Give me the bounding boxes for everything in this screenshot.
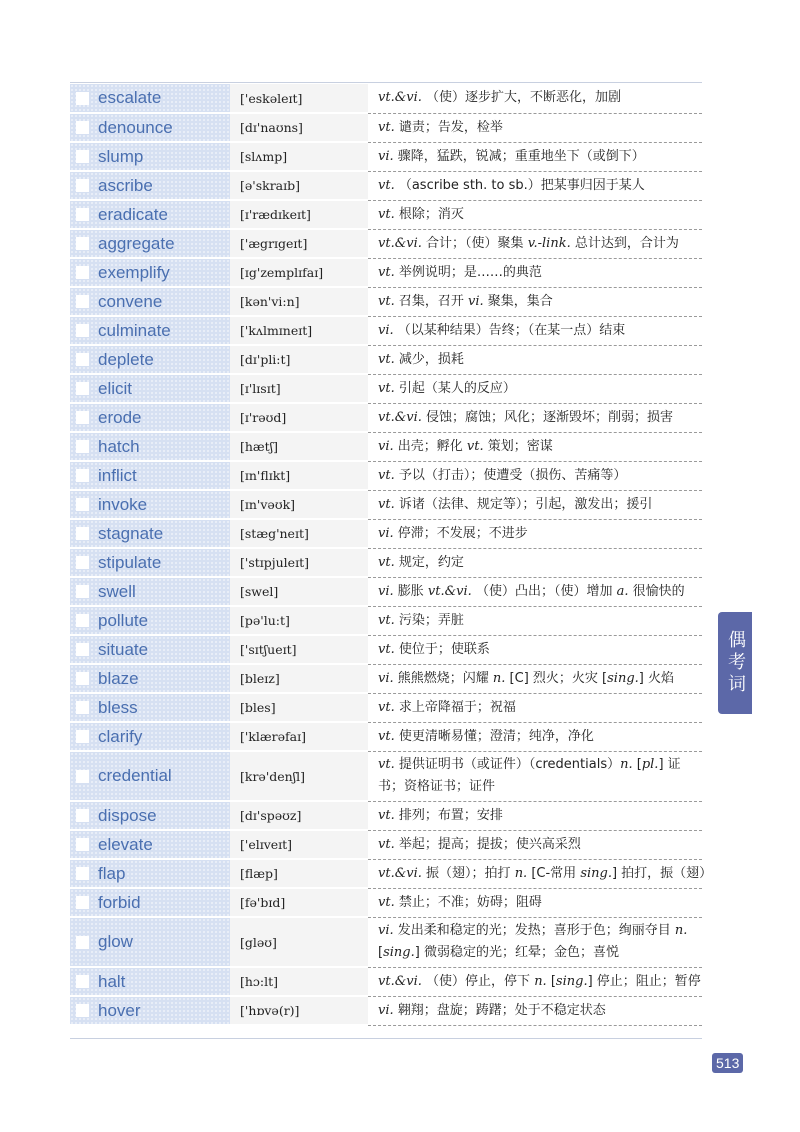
checkbox-icon[interactable] bbox=[76, 809, 89, 822]
word-cell bbox=[70, 490, 230, 519]
phonetic-cell: [stæg'neɪt] bbox=[230, 519, 368, 548]
vocab-row bbox=[70, 693, 702, 722]
phonetic-cell: [slʌmp] bbox=[230, 142, 368, 171]
vocab-word: clarify bbox=[98, 726, 143, 746]
definition-cell: vt. 召集，召开 vi. 聚集，集合 bbox=[368, 287, 702, 316]
checkbox-icon[interactable] bbox=[76, 266, 89, 279]
word-cell bbox=[70, 693, 230, 722]
vocab-row bbox=[70, 461, 702, 490]
definition-cell: vi. 膨胀 vt.&vi. （使）凸出；（使）增加 a. 很愉快的 bbox=[368, 577, 702, 606]
checkbox-icon[interactable] bbox=[76, 324, 89, 337]
vocab-word: exemplify bbox=[98, 262, 170, 282]
vocab-row bbox=[70, 490, 702, 519]
vocab-word: credential bbox=[98, 766, 172, 786]
vocab-word: pollute bbox=[98, 610, 149, 630]
vocab-word: hover bbox=[98, 1000, 141, 1020]
checkbox-icon[interactable] bbox=[76, 643, 89, 656]
definition-cell: vt.&vi. 侵蚀；腐蚀；风化；逐渐毁坏；削弱；损害 bbox=[368, 403, 702, 432]
word-cell bbox=[70, 996, 230, 1025]
checkbox-icon[interactable] bbox=[76, 730, 89, 743]
vocab-row bbox=[70, 888, 702, 917]
definition-cell: vt.&vi. 合计；（使）聚集 v.-link. 总计达到，合计为 bbox=[368, 229, 702, 258]
phonetic-cell: [bles] bbox=[230, 693, 368, 722]
phonetic-cell: [krə'denʃl] bbox=[230, 751, 368, 801]
phonetic-cell: ['klærəfaɪ] bbox=[230, 722, 368, 751]
vocab-row bbox=[70, 519, 702, 548]
word-cell bbox=[70, 287, 230, 316]
vocab-row bbox=[70, 751, 702, 801]
definition-cell: vt. 举例说明；是……的典范 bbox=[368, 258, 702, 287]
definition-cell: vt. 引起（某人的反应） bbox=[368, 374, 702, 403]
checkbox-icon[interactable] bbox=[76, 295, 89, 308]
checkbox-icon[interactable] bbox=[76, 867, 89, 880]
phonetic-cell: ['stɪpjuleɪt] bbox=[230, 548, 368, 577]
checkbox-icon[interactable] bbox=[76, 936, 89, 949]
vocab-word: bless bbox=[98, 697, 138, 717]
vocab-row bbox=[70, 84, 702, 113]
word-cell bbox=[70, 801, 230, 830]
vocab-word: inflict bbox=[98, 465, 137, 485]
vocab-row bbox=[70, 287, 702, 316]
vocab-word: swell bbox=[98, 581, 136, 601]
vocab-row bbox=[70, 548, 702, 577]
phonetic-cell: [dɪ'spəʊz] bbox=[230, 801, 368, 830]
phonetic-cell: [gləʊ] bbox=[230, 917, 368, 967]
checkbox-icon[interactable] bbox=[76, 92, 89, 105]
vocab-word: stagnate bbox=[98, 523, 164, 543]
vocabulary-table-body bbox=[70, 84, 713, 1025]
vocab-word: blaze bbox=[98, 668, 139, 688]
word-cell bbox=[70, 722, 230, 751]
vocab-row bbox=[70, 316, 702, 345]
definition-cell: vi. 骤降，猛跌，锐减；重重地坐下（或倒下） bbox=[368, 142, 702, 171]
phonetic-cell: ['kʌlmɪneɪt] bbox=[230, 316, 368, 345]
definition-cell: vt. 举起；提高；提拔；使兴高采烈 bbox=[368, 830, 702, 859]
definition-cell: vt. 予以（打击）；使遭受（损伤、苦痛等） bbox=[368, 461, 702, 490]
vocab-row bbox=[70, 996, 702, 1025]
phonetic-cell: [fə'bɪd] bbox=[230, 888, 368, 917]
vocab-row bbox=[70, 432, 702, 461]
definition-cell: vt. 提供证明书（或证件）（credentials）n. [pl.] 证书；资格证书；证件 bbox=[368, 751, 702, 801]
vocab-word: denounce bbox=[98, 117, 173, 137]
checkbox-icon[interactable] bbox=[76, 150, 89, 163]
vocab-row bbox=[70, 635, 702, 664]
definition-cell: vt. 规定，约定 bbox=[368, 548, 702, 577]
phonetic-cell: ['eskəleɪt] bbox=[230, 84, 368, 113]
vocab-word: forbid bbox=[98, 892, 141, 912]
phonetic-cell: [ɪg'zemplɪfaɪ] bbox=[230, 258, 368, 287]
checkbox-icon[interactable] bbox=[76, 179, 89, 192]
word-cell bbox=[70, 751, 230, 801]
vocab-word: escalate bbox=[98, 88, 162, 108]
vocab-word: halt bbox=[98, 971, 126, 991]
checkbox-icon[interactable] bbox=[76, 208, 89, 221]
word-cell bbox=[70, 403, 230, 432]
word-cell bbox=[70, 967, 230, 996]
word-cell bbox=[70, 664, 230, 693]
vocab-row bbox=[70, 258, 702, 287]
vocab-row bbox=[70, 113, 702, 142]
vocab-word: glow bbox=[98, 932, 133, 952]
word-cell bbox=[70, 519, 230, 548]
definition-cell: vi. 停滞；不发展；不进步 bbox=[368, 519, 702, 548]
vocab-row bbox=[70, 606, 702, 635]
vocab-row bbox=[70, 664, 702, 693]
phonetic-cell: [swel] bbox=[230, 577, 368, 606]
definition-cell: vt. 污染；弄脏 bbox=[368, 606, 702, 635]
vocab-row bbox=[70, 142, 702, 171]
checkbox-icon[interactable] bbox=[76, 614, 89, 627]
word-cell bbox=[70, 888, 230, 917]
phonetic-cell: [ɪ'lɪsɪt] bbox=[230, 374, 368, 403]
checkbox-icon[interactable] bbox=[76, 237, 89, 250]
checkbox-icon[interactable] bbox=[76, 1004, 89, 1017]
vocabulary-table bbox=[70, 84, 713, 1026]
section-side-tab[interactable] bbox=[718, 612, 752, 714]
phonetic-cell: [dɪ'naʊns] bbox=[230, 113, 368, 142]
word-cell bbox=[70, 316, 230, 345]
definition-cell: vi. 出壳；孵化 vt. 策划；密谋 bbox=[368, 432, 702, 461]
checkbox-icon[interactable] bbox=[76, 896, 89, 909]
word-cell bbox=[70, 606, 230, 635]
checkbox-icon[interactable] bbox=[76, 770, 89, 783]
word-cell bbox=[70, 200, 230, 229]
phonetic-cell: [hætʃ] bbox=[230, 432, 368, 461]
phonetic-cell: [ɪ'rædɪkeɪt] bbox=[230, 200, 368, 229]
word-cell bbox=[70, 917, 230, 967]
word-cell bbox=[70, 374, 230, 403]
word-cell bbox=[70, 142, 230, 171]
table-top-rule bbox=[70, 82, 702, 83]
vocab-word: aggregate bbox=[98, 233, 175, 253]
vocab-row bbox=[70, 917, 702, 967]
phonetic-cell: [flæp] bbox=[230, 859, 368, 888]
phonetic-cell: [bleɪz] bbox=[230, 664, 368, 693]
vocab-row bbox=[70, 801, 702, 830]
checkbox-icon[interactable] bbox=[76, 672, 89, 685]
definition-cell: vi. 发出柔和稳定的光；发热；喜形于色；绚丽夺目 n. [sing.] 微弱稳定的光；红晕；金色；喜悦 bbox=[368, 917, 702, 967]
vocab-row bbox=[70, 403, 702, 432]
word-cell bbox=[70, 345, 230, 374]
definition-cell: vt.&vi. （使）停止，停下 n. [sing.] 停止；阻止；暂停 bbox=[368, 967, 702, 996]
phonetic-cell: ['sɪtʃueɪt] bbox=[230, 635, 368, 664]
word-cell bbox=[70, 229, 230, 258]
definition-cell: vt. 使更清晰易懂；澄清；纯净，净化 bbox=[368, 722, 702, 751]
definition-cell: vt. （ascribe sth. to sb.）把某事归因于某人 bbox=[368, 171, 702, 200]
word-cell bbox=[70, 171, 230, 200]
page-number: 513 bbox=[712, 1053, 743, 1073]
word-cell bbox=[70, 830, 230, 859]
vocab-word: eradicate bbox=[98, 204, 168, 224]
phonetic-cell: ['hɒvə(r)] bbox=[230, 996, 368, 1025]
definition-cell: vt.&vi. （使）逐步扩大，不断恶化，加剧 bbox=[368, 84, 702, 113]
checkbox-icon[interactable] bbox=[76, 440, 89, 453]
definition-cell: vi. （以某种结果）告终；（在某一点）结束 bbox=[368, 316, 702, 345]
checkbox-icon[interactable] bbox=[76, 527, 89, 540]
phonetic-cell: [ɪn'vəʊk] bbox=[230, 490, 368, 519]
phonetic-cell: [ə'skraɪb] bbox=[230, 171, 368, 200]
checkbox-icon[interactable] bbox=[76, 498, 89, 511]
phonetic-cell: [dɪ'pli:t] bbox=[230, 345, 368, 374]
checkbox-icon[interactable] bbox=[76, 353, 89, 366]
vocab-row bbox=[70, 830, 702, 859]
phonetic-cell: [ɪn'flɪkt] bbox=[230, 461, 368, 490]
vocab-row bbox=[70, 722, 702, 751]
vocab-row bbox=[70, 374, 702, 403]
vocab-row bbox=[70, 577, 702, 606]
definition-cell: vt.&vi. 振（翅）；拍打 n. [C-常用 sing.] 拍打，振（翅） bbox=[368, 859, 702, 888]
definition-cell: vt. 使位于；使联系 bbox=[368, 635, 702, 664]
word-cell bbox=[70, 113, 230, 142]
checkbox-icon[interactable] bbox=[76, 469, 89, 482]
phonetic-cell: [kən'vi:n] bbox=[230, 287, 368, 316]
vocab-row bbox=[70, 229, 702, 258]
definition-cell: vt. 诉诸（法律、规定等）；引起，激发出；援引 bbox=[368, 490, 702, 519]
phonetic-cell: ['elɪveɪt] bbox=[230, 830, 368, 859]
checkbox-icon[interactable] bbox=[76, 382, 89, 395]
definition-cell: vt. 根除；消灭 bbox=[368, 200, 702, 229]
word-cell bbox=[70, 635, 230, 664]
phonetic-cell: [hɔ:lt] bbox=[230, 967, 368, 996]
checkbox-icon[interactable] bbox=[76, 556, 89, 569]
vocab-row bbox=[70, 345, 702, 374]
vocab-word: deplete bbox=[98, 349, 154, 369]
checkbox-icon[interactable] bbox=[76, 411, 89, 424]
vocab-word: slump bbox=[98, 146, 144, 166]
vocab-word: hatch bbox=[98, 436, 140, 456]
vocab-word: stipulate bbox=[98, 552, 162, 572]
definition-cell: vt. 减少，损耗 bbox=[368, 345, 702, 374]
word-cell bbox=[70, 548, 230, 577]
vocab-word: situate bbox=[98, 639, 149, 659]
definition-cell: vt. 谴责；告发，检举 bbox=[368, 113, 702, 142]
side-tab-label: 偶考词 bbox=[725, 630, 746, 696]
definition-cell: vt. 求上帝降福于；祝福 bbox=[368, 693, 702, 722]
vocab-row bbox=[70, 200, 702, 229]
word-cell bbox=[70, 461, 230, 490]
phonetic-cell: [ɪ'rəʊd] bbox=[230, 403, 368, 432]
checkbox-icon[interactable] bbox=[76, 838, 89, 851]
vocab-word: invoke bbox=[98, 494, 148, 514]
phonetic-cell: ['ægrɪgeɪt] bbox=[230, 229, 368, 258]
checkbox-icon[interactable] bbox=[76, 701, 89, 714]
vocab-word: convene bbox=[98, 291, 163, 311]
vocab-word: ascribe bbox=[98, 175, 153, 195]
vocab-word: culminate bbox=[98, 320, 171, 340]
word-cell bbox=[70, 577, 230, 606]
vocab-word: erode bbox=[98, 407, 142, 427]
definition-cell: vt. 排列；布置；安排 bbox=[368, 801, 702, 830]
phonetic-cell: [pə'lu:t] bbox=[230, 606, 368, 635]
vocab-row bbox=[70, 859, 702, 888]
vocab-word: flap bbox=[98, 863, 126, 883]
vocab-row bbox=[70, 171, 702, 200]
vocab-word: dispose bbox=[98, 805, 157, 825]
definition-cell: vt. 禁止；不准；妨碍；阻碍 bbox=[368, 888, 702, 917]
word-cell bbox=[70, 258, 230, 287]
checkbox-icon[interactable] bbox=[76, 121, 89, 134]
word-cell bbox=[70, 859, 230, 888]
vocab-word: elicit bbox=[98, 378, 133, 398]
definition-cell: vi. 熊熊燃烧；闪耀 n. [C] 烈火；火灾 [sing.] 火焰 bbox=[368, 664, 702, 693]
vocab-row bbox=[70, 967, 702, 996]
checkbox-icon[interactable] bbox=[76, 975, 89, 988]
vocab-word: elevate bbox=[98, 834, 153, 854]
table-bottom-rule bbox=[70, 1038, 702, 1039]
definition-cell: vi. 翱翔；盘旋；踌躇；处于不稳定状态 bbox=[368, 996, 702, 1025]
word-cell bbox=[70, 84, 230, 113]
word-cell bbox=[70, 432, 230, 461]
checkbox-icon[interactable] bbox=[76, 585, 89, 598]
